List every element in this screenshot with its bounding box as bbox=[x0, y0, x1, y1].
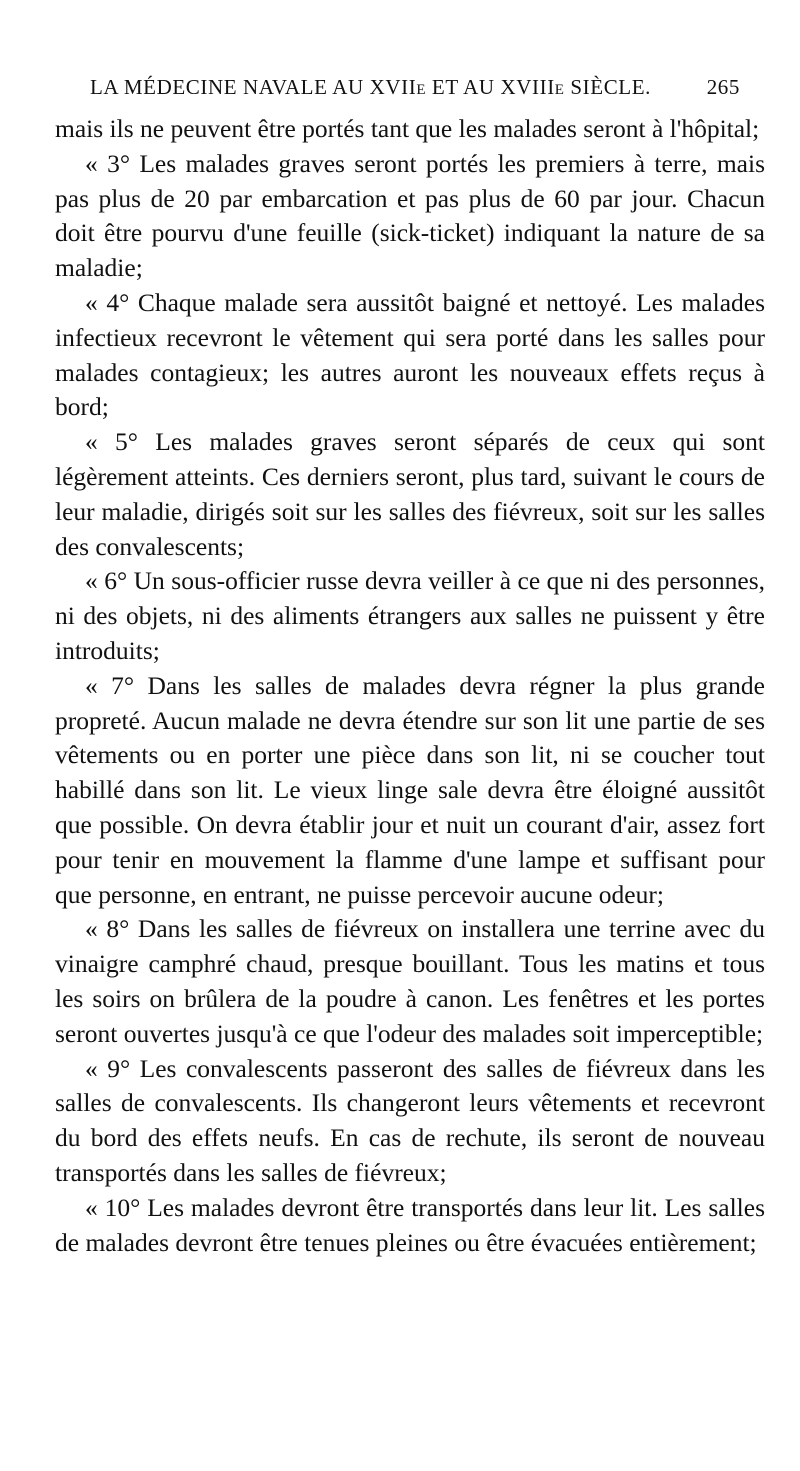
paragraph-item-6: « 6° Un sous-officier russe devra veiller à ce que ni des personnes, ni des objets, ni des aliments étrangers aux salles ne puissent y être introduits; bbox=[55, 566, 765, 665]
paragraph-item-8: « 8° Dans les salles de fiévreux on installera une terrine avec du vinaigre camphré chaud, presque bouillant. Tous les matins et tous les soirs on brûlera de la poudre à canon. Les fenêtres et les portes seront ouvertes jusqu'à ce que l'odeur des malades soit imperceptible; bbox=[55, 914, 765, 1048]
running-head bbox=[90, 72, 740, 102]
paragraph-item-10: « 10° Les malades devront être transportés dans leur lit. Les salles de malades devront être tenues pleines ou être évacuées entièrement; bbox=[55, 1192, 765, 1257]
running-title: LA MÉDECINE NAVALE AU XVIIe ET AU XVIIIe SIÈCLE. bbox=[90, 75, 652, 99]
paragraph-item-5: « 5° Les malades graves seront séparés de ceux qui sont légèrement atteints. Ces derniers seront, plus tard, suivant le cours de leur maladie, dirigés soit sur les salles des fiévreux, soit sur les salles des convalescents; bbox=[55, 427, 765, 561]
paragraph-continuation: mais ils ne peuvent être portés tant que les malades seront à l'hôpital; bbox=[55, 114, 760, 143]
paragraph-item-9: « 9° Les convalescents passeront des salles de fiévreux dans les salles de convalescents. Ils changeront leurs vêtements et recevront du bord des effets neufs. En cas de rechute, ils seront de nouveau transportés dans les salles de fiévreux; bbox=[55, 1053, 765, 1187]
paragraph-item-7: « 7° Dans les salles de malades devra régner la plus grande propreté. Aucun malade ne devra étendre sur son lit une partie de ses vêtements ou en porter une pièce dans son lit, ni se coucher tout habillé dans son lit. Le vieux linge sale devra être éloigné aussitôt que possible. On devra établir jour et nuit un courant d'air, assez fort pour tenir en mouvement la flamme d'une lampe et suffisant pour que personne, en entrant, ne puisse percevoir aucune odeur; bbox=[55, 670, 765, 909]
page-number: 265 bbox=[706, 75, 740, 99]
paragraph-item-3: « 3° Les malades graves seront portés les premiers à terre, mais pas plus de 20 par embarcation et pas plus de 60 par jour. Chacun doit être pourvu d'une feuille (sick-ticket) indiquant la nature de sa maladie; bbox=[55, 148, 765, 283]
body-text bbox=[55, 112, 765, 1260]
paragraph-item-4: « 4° Chaque malade sera aussitôt baigné et nettoyé. Les malades infectieux recevront le vêtement qui sera porté dans les salles pour malades contagieux; les autres auront les nouveaux effets reçus à bord; bbox=[55, 287, 765, 422]
